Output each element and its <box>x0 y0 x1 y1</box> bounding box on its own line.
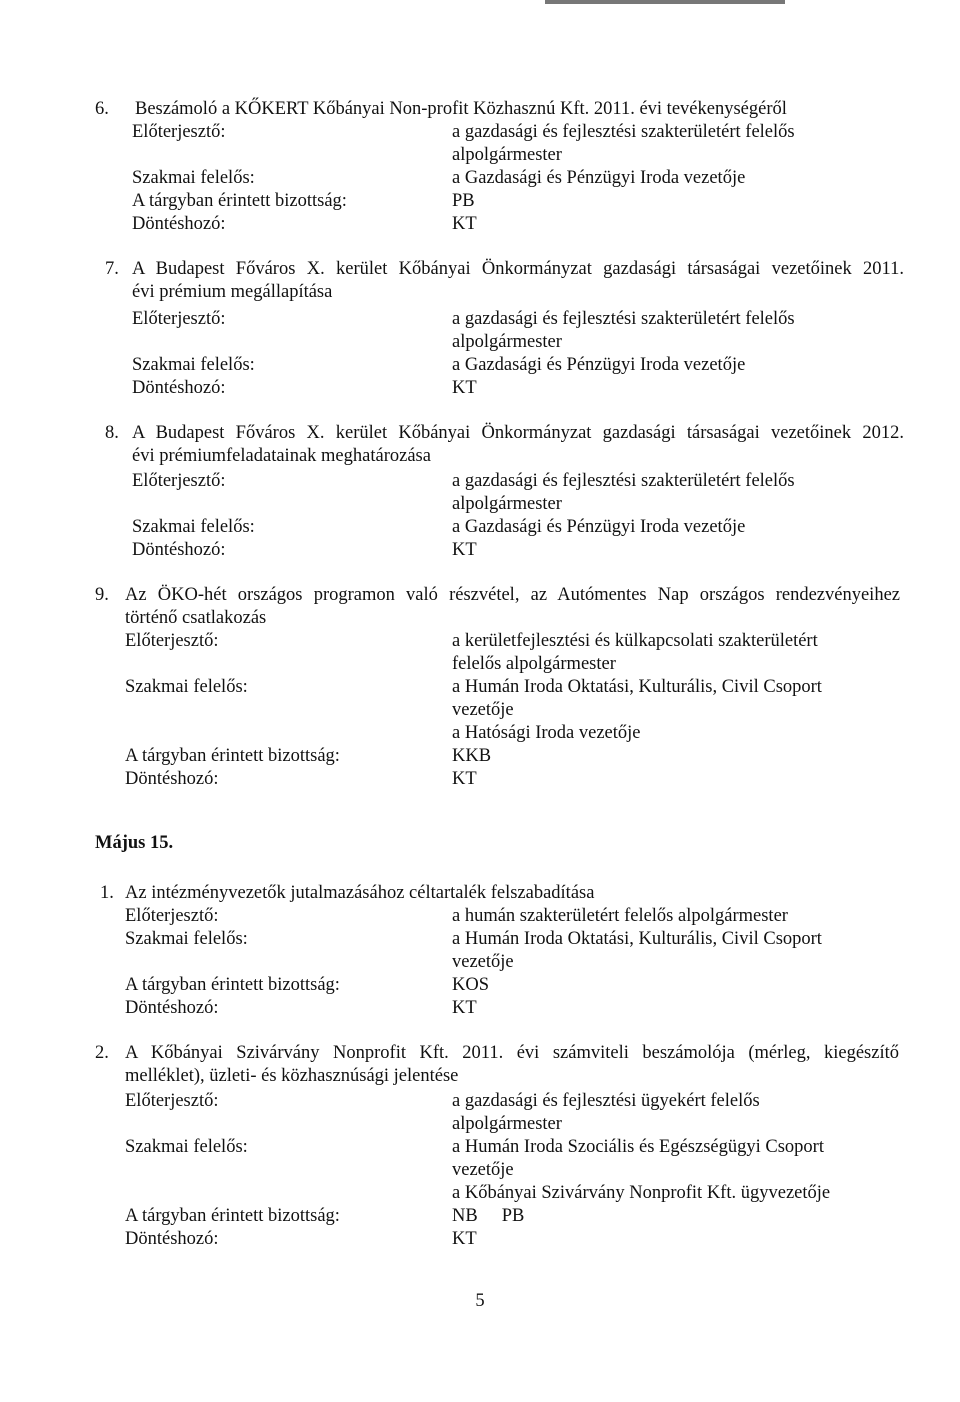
field-value-line: a Gazdasági és Pénzügyi Iroda vezetője <box>452 355 746 375</box>
field-label: Döntéshozó: <box>132 378 226 398</box>
field-value <box>452 213 477 236</box>
field-label: A tárgyban érintett bizottság: <box>132 191 347 211</box>
field-value-line: a Humán Iroda Szociális és Egészségügyi Csoport <box>452 1137 824 1157</box>
item-title-line: Beszámoló a KŐKERT Kőbányai Non-profit Közhasznú Kft. 2011. évi tevékenységéről <box>135 99 787 119</box>
field-label: Előterjesztő: <box>125 906 219 926</box>
item-number: 7. <box>105 259 119 279</box>
field-value <box>452 190 475 213</box>
field-value-line: KKB <box>452 746 492 766</box>
field-value <box>452 768 477 791</box>
item-title <box>135 98 913 121</box>
item-title-line: melléklet), üzleti- és közhasznúsági jelentése <box>125 1066 459 1086</box>
field-value-line: KT <box>452 769 477 789</box>
field-label: Döntéshozó: <box>125 998 219 1018</box>
item-title-line: A Budapest Főváros X. kerület Kőbányai Önkormányzat gazdasági társaságai vezetőinek 2011. <box>132 259 904 279</box>
field-label: A tárgyban érintett bizottság: <box>125 975 340 995</box>
field-label: Előterjesztő: <box>125 631 219 651</box>
field-value-line: a kerületfejlesztési és külkapcsolati szakterületért <box>452 631 818 651</box>
field-value <box>452 167 745 190</box>
field-value <box>452 470 795 516</box>
field-value-line: KT <box>452 1229 477 1249</box>
item-title <box>125 584 900 630</box>
item-title <box>125 882 903 905</box>
field-label: Szakmai felelős: <box>132 517 255 537</box>
field-value <box>452 905 788 928</box>
item-title <box>125 1042 899 1088</box>
field-value <box>452 121 795 167</box>
field-value-line: a gazdasági és fejlesztési ügyekért felelős <box>452 1091 760 1111</box>
section-heading-date: Május 15. <box>95 833 174 853</box>
field-value <box>452 516 745 539</box>
item-title-line: évi prémium megállapítása <box>132 282 333 302</box>
field-value-line: KOS <box>452 975 490 995</box>
field-value <box>452 1136 830 1205</box>
item-title-line: Az intézményvezetők jutalmazásához céltartalék felszabadítása <box>125 883 595 903</box>
field-value <box>452 1205 524 1228</box>
field-label: Döntéshozó: <box>132 540 226 560</box>
field-value <box>452 377 477 400</box>
item-title <box>132 422 904 468</box>
field-label: A tárgyban érintett bizottság: <box>125 1206 340 1226</box>
field-label: Döntéshozó: <box>125 1229 219 1249</box>
field-value-line: alpolgármester <box>452 494 562 514</box>
field-label: Előterjesztő: <box>132 471 226 491</box>
field-value-line: PB <box>452 191 475 211</box>
field-value-line: a gazdasági és fejlesztési szakterületért felelős <box>452 471 795 491</box>
field-label: A tárgyban érintett bizottság: <box>125 746 340 766</box>
item-title-line: történő csatlakozás <box>125 608 267 628</box>
field-value <box>452 745 491 768</box>
page-number: 5 <box>475 1291 485 1311</box>
field-value-line: KT <box>452 998 477 1018</box>
item-number: 1. <box>100 883 114 903</box>
item-number: 6. <box>95 99 109 119</box>
field-label: Előterjesztő: <box>132 122 226 142</box>
field-value <box>452 308 795 354</box>
field-label: Szakmai felelős: <box>132 355 255 375</box>
field-value-line: vezetője <box>452 952 514 972</box>
item-title-line: A Budapest Főváros X. kerület Kőbányai Önkormányzat gazdasági társaságai vezetőinek 2012. <box>132 423 904 443</box>
field-value-line: a humán szakterületért felelős alpolgármester <box>452 906 788 926</box>
field-value <box>452 630 818 676</box>
field-label: Szakmai felelős: <box>132 168 255 188</box>
item-number: 2. <box>95 1043 109 1063</box>
field-value-line: a Gazdasági és Pénzügyi Iroda vezetője <box>452 517 746 537</box>
field-value <box>452 354 745 377</box>
field-value-line: KT <box>452 214 477 234</box>
scan-edge-mark <box>545 0 785 4</box>
field-label: Előterjesztő: <box>125 1091 219 1111</box>
field-value-line: a gazdasági és fejlesztési szakterületért felelős <box>452 122 795 142</box>
item-number: 9. <box>95 585 109 605</box>
field-value <box>452 1228 477 1251</box>
field-value-line: KT <box>452 540 477 560</box>
field-value <box>452 1090 760 1136</box>
field-value-line: a gazdasági és fejlesztési szakterületért felelős <box>452 309 795 329</box>
field-value-line: a Humán Iroda Oktatási, Kulturális, Civil Csoport <box>452 929 822 949</box>
field-value-line: vezetője <box>452 1160 514 1180</box>
field-label: Szakmai felelős: <box>125 677 248 697</box>
committee-code: PB <box>501 1206 525 1226</box>
field-value <box>452 539 477 562</box>
field-value-line: a Hatósági Iroda vezetője <box>452 723 641 743</box>
field-value-line: alpolgármester <box>452 332 562 352</box>
item-title-line: Az ÖKO-hét országos programon való részvétel, az Autómentes Nap országos rendezvényeihez <box>125 585 900 605</box>
item-title-line: évi prémiumfeladatainak meghatározása <box>132 446 431 466</box>
field-label: Döntéshozó: <box>125 769 219 789</box>
field-value-line: alpolgármester <box>452 1114 562 1134</box>
field-value <box>452 997 477 1020</box>
committee-code: NB <box>452 1206 478 1226</box>
field-value <box>452 676 822 745</box>
field-label: Döntéshozó: <box>132 214 226 234</box>
item-title <box>132 258 904 304</box>
field-label: Előterjesztő: <box>132 309 226 329</box>
field-value-line: KT <box>452 378 477 398</box>
field-value <box>452 928 822 974</box>
field-value-line: vezetője <box>452 700 514 720</box>
field-value-line: a Gazdasági és Pénzügyi Iroda vezetője <box>452 168 746 188</box>
field-value-line: a Kőbányai Szivárvány Nonprofit Kft. ügyvezetője <box>452 1183 831 1203</box>
field-value-line: a Humán Iroda Oktatási, Kulturális, Civil Csoport <box>452 677 822 697</box>
field-value-line: alpolgármester <box>452 145 562 165</box>
field-value-line: felelős alpolgármester <box>452 654 616 674</box>
field-value <box>452 974 489 997</box>
item-number: 8. <box>105 423 119 443</box>
item-title-line: A Kőbányai Szivárvány Nonprofit Kft. 2011. évi számviteli beszámolója (mérleg, kiegészítő <box>125 1043 899 1063</box>
field-label: Szakmai felelős: <box>125 929 248 949</box>
field-label: Szakmai felelős: <box>125 1137 248 1157</box>
